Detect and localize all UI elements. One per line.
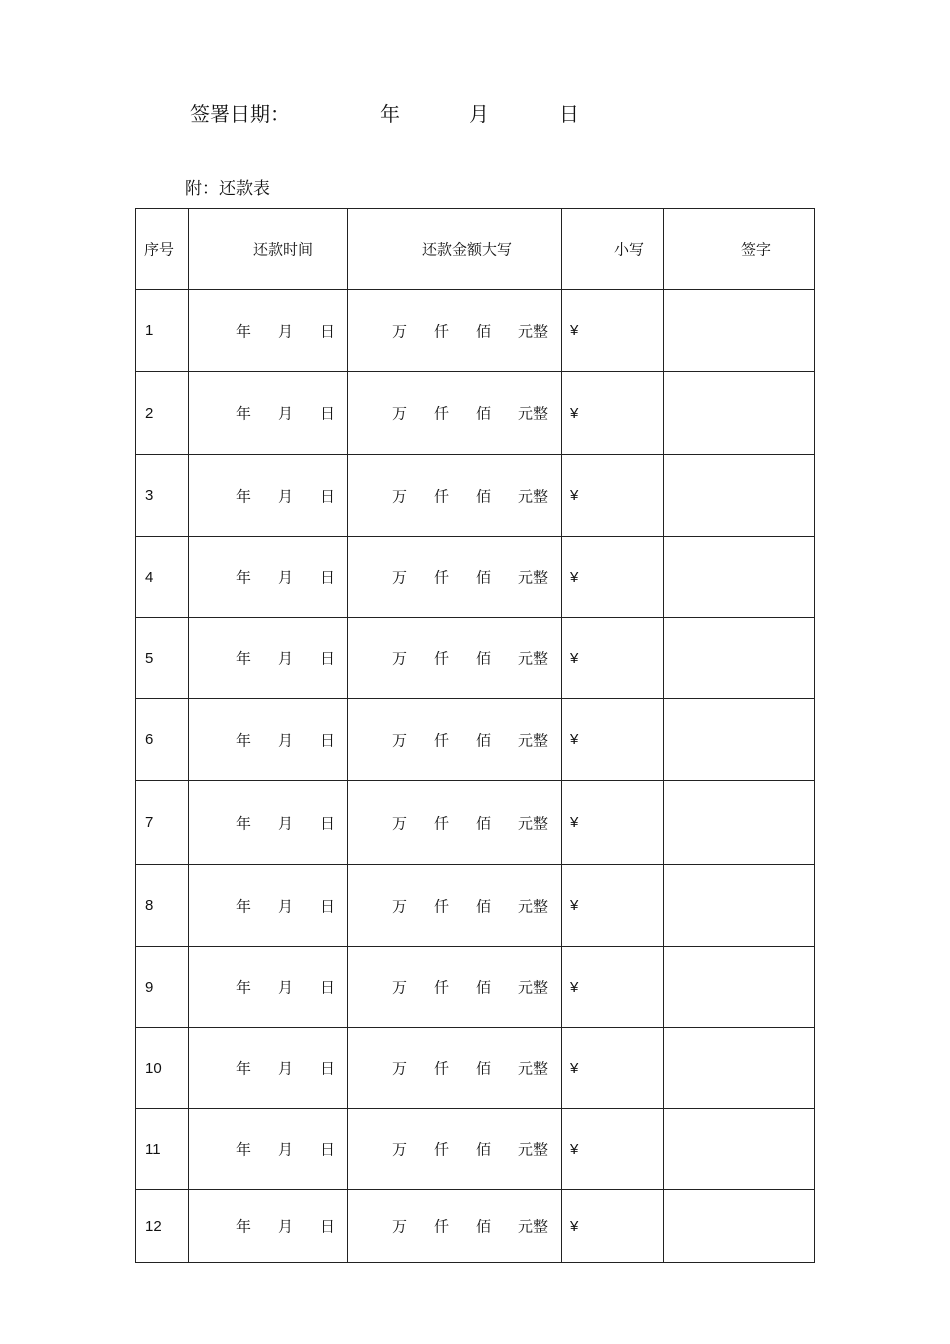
signature-cell[interactable] xyxy=(664,699,815,781)
unit-wan: 万 xyxy=(392,568,408,587)
date-year-unit: 年 xyxy=(236,568,252,587)
amount-digits-cell[interactable] xyxy=(562,781,664,865)
amount-words-cell[interactable] xyxy=(348,865,562,947)
unit-qian: 仟 xyxy=(434,568,450,587)
currency-symbol: ¥ xyxy=(570,1217,579,1235)
amount-words-cell[interactable] xyxy=(348,781,562,865)
date-month-unit: 月 xyxy=(278,1140,294,1159)
unit-wan: 万 xyxy=(392,322,408,340)
date-year-unit: 年 xyxy=(236,978,252,997)
amount-digits-cell[interactable] xyxy=(562,1190,664,1263)
row-index: 4 xyxy=(136,537,189,618)
amount-digits-cell[interactable] xyxy=(562,1109,664,1190)
unit-wan: 万 xyxy=(392,404,408,423)
date-day-unit: 日 xyxy=(320,1140,336,1159)
date-year-unit: 年 xyxy=(236,487,252,505)
unit-wan: 万 xyxy=(392,814,408,832)
amount-digits-cell[interactable] xyxy=(562,372,664,455)
date-day-unit: 日 xyxy=(320,897,336,915)
unit-wan: 万 xyxy=(392,1140,408,1159)
unit-yuan: 元整 xyxy=(518,404,549,423)
currency-symbol: ¥ xyxy=(570,1140,579,1158)
date-month-unit: 月 xyxy=(278,404,294,423)
amount-words-cell[interactable] xyxy=(348,372,562,455)
date-year-unit: 年 xyxy=(236,897,252,915)
amount-words-cell[interactable] xyxy=(348,537,562,618)
row-index: 11 xyxy=(136,1109,189,1190)
unit-bai: 佰 xyxy=(476,978,492,997)
repayment-date-cell[interactable] xyxy=(189,290,348,372)
unit-yuan: 元整 xyxy=(518,1140,549,1159)
date-year-unit: 年 xyxy=(236,731,252,749)
unit-yuan: 元整 xyxy=(518,897,549,915)
date-day-unit: 日 xyxy=(320,978,336,997)
table-row xyxy=(136,781,815,865)
currency-symbol: ¥ xyxy=(570,731,579,748)
table-row xyxy=(136,455,815,537)
repayment-date-cell[interactable] xyxy=(189,1190,348,1263)
repayment-date-cell[interactable] xyxy=(189,455,348,537)
unit-yuan: 元整 xyxy=(518,814,549,832)
row-index: 9 xyxy=(136,947,189,1028)
signature-cell[interactable] xyxy=(664,1109,815,1190)
signature-month-unit: 月 xyxy=(469,102,489,126)
amount-digits-cell[interactable] xyxy=(562,947,664,1028)
date-day-unit: 日 xyxy=(320,1217,336,1236)
currency-symbol: ¥ xyxy=(570,978,579,996)
repayment-date-cell[interactable] xyxy=(189,372,348,455)
currency-symbol: ¥ xyxy=(570,1059,579,1077)
amount-words-cell[interactable] xyxy=(348,1109,562,1190)
table-row xyxy=(136,1109,815,1190)
date-year-unit: 年 xyxy=(236,1217,252,1236)
signature-cell[interactable] xyxy=(664,1190,815,1263)
table-row xyxy=(136,865,815,947)
unit-wan: 万 xyxy=(392,731,408,749)
unit-bai: 佰 xyxy=(476,322,492,340)
unit-bai: 佰 xyxy=(476,1059,492,1078)
repayment-date-cell[interactable] xyxy=(189,781,348,865)
unit-yuan: 元整 xyxy=(518,487,549,505)
date-month-unit: 月 xyxy=(278,731,294,749)
amount-words-cell[interactable] xyxy=(348,455,562,537)
date-day-unit: 日 xyxy=(320,649,336,668)
unit-bai: 佰 xyxy=(476,897,492,915)
unit-bai: 佰 xyxy=(476,649,492,668)
row-index: 7 xyxy=(136,781,189,865)
date-year-unit: 年 xyxy=(236,322,252,340)
date-day-unit: 日 xyxy=(320,487,336,505)
amount-words-cell[interactable] xyxy=(348,1190,562,1263)
signature-cell[interactable] xyxy=(664,537,815,618)
row-index: 3 xyxy=(136,455,189,537)
date-month-unit: 月 xyxy=(278,1059,294,1078)
amount-words-cell[interactable] xyxy=(348,699,562,781)
unit-wan: 万 xyxy=(392,897,408,915)
unit-yuan: 元整 xyxy=(518,978,549,997)
unit-yuan: 元整 xyxy=(518,1059,549,1078)
date-month-unit: 月 xyxy=(278,897,294,915)
date-month-unit: 月 xyxy=(278,814,294,832)
unit-yuan: 元整 xyxy=(518,1217,549,1236)
row-index: 6 xyxy=(136,699,189,781)
unit-qian: 仟 xyxy=(434,1217,450,1236)
unit-wan: 万 xyxy=(392,487,408,505)
date-year-unit: 年 xyxy=(236,814,252,832)
header-amount-digits: 小写 xyxy=(562,209,664,290)
table-row xyxy=(136,372,815,455)
amount-words-cell[interactable] xyxy=(348,947,562,1028)
signature-cell[interactable] xyxy=(664,781,815,865)
amount-digits-cell[interactable] xyxy=(562,618,664,699)
header-index: 序号 xyxy=(136,209,189,290)
unit-qian: 仟 xyxy=(434,322,450,340)
unit-wan: 万 xyxy=(392,978,408,997)
repayment-date-cell[interactable] xyxy=(189,865,348,947)
signature-cell[interactable] xyxy=(664,618,815,699)
date-year-unit: 年 xyxy=(236,1059,252,1078)
amount-digits-cell[interactable] xyxy=(562,699,664,781)
date-year-unit: 年 xyxy=(236,649,252,668)
date-day-unit: 日 xyxy=(320,1059,336,1078)
currency-symbol: ¥ xyxy=(570,404,579,422)
date-month-unit: 月 xyxy=(278,487,294,505)
unit-yuan: 元整 xyxy=(518,322,549,340)
amount-digits-cell[interactable] xyxy=(562,290,664,372)
attachment-title: 附：还款表 xyxy=(185,179,270,199)
unit-qian: 仟 xyxy=(434,1059,450,1078)
unit-bai: 佰 xyxy=(476,814,492,832)
amount-digits-cell[interactable] xyxy=(562,537,664,618)
signature-date-label: 签署日期： xyxy=(190,102,290,126)
signature-cell[interactable] xyxy=(664,1028,815,1109)
date-day-unit: 日 xyxy=(320,568,336,587)
currency-symbol: ¥ xyxy=(570,897,579,914)
table-row xyxy=(136,1190,815,1263)
unit-qian: 仟 xyxy=(434,731,450,749)
table-row xyxy=(136,537,815,618)
amount-words-cell[interactable] xyxy=(348,290,562,372)
amount-words-cell[interactable] xyxy=(348,1028,562,1109)
date-year-unit: 年 xyxy=(236,404,252,423)
unit-qian: 仟 xyxy=(434,814,450,832)
unit-qian: 仟 xyxy=(434,1140,450,1159)
unit-bai: 佰 xyxy=(476,404,492,423)
header-signature: 签字 xyxy=(664,209,815,290)
amount-digits-cell[interactable] xyxy=(562,455,664,537)
currency-symbol: ¥ xyxy=(570,487,579,504)
amount-digits-cell[interactable] xyxy=(562,1028,664,1109)
row-index: 8 xyxy=(136,865,189,947)
unit-wan: 万 xyxy=(392,1217,408,1236)
unit-qian: 仟 xyxy=(434,897,450,915)
table-row xyxy=(136,1028,815,1109)
date-month-unit: 月 xyxy=(278,978,294,997)
signature-cell[interactable] xyxy=(664,455,815,537)
unit-qian: 仟 xyxy=(434,649,450,668)
signature-day-unit: 日 xyxy=(559,102,579,126)
unit-wan: 万 xyxy=(392,1059,408,1078)
currency-symbol: ¥ xyxy=(570,649,579,667)
row-index: 12 xyxy=(136,1190,189,1263)
table-row xyxy=(136,699,815,781)
date-day-unit: 日 xyxy=(320,404,336,423)
header-amount-words: 还款金额大写 xyxy=(348,209,562,290)
repayment-date-cell[interactable] xyxy=(189,699,348,781)
unit-yuan: 元整 xyxy=(518,568,549,587)
signature-cell[interactable] xyxy=(664,372,815,455)
row-index: 10 xyxy=(136,1028,189,1109)
amount-words-cell[interactable] xyxy=(348,618,562,699)
table-header-row xyxy=(136,209,815,290)
repayment-table xyxy=(135,208,815,1263)
header-time: 还款时间 xyxy=(189,209,348,290)
repayment-date-cell[interactable] xyxy=(189,1028,348,1109)
unit-qian: 仟 xyxy=(434,487,450,505)
date-month-unit: 月 xyxy=(278,649,294,668)
date-year-unit: 年 xyxy=(236,1140,252,1159)
table-row xyxy=(136,618,815,699)
row-index: 1 xyxy=(136,290,189,372)
currency-symbol: ¥ xyxy=(570,568,579,586)
unit-bai: 佰 xyxy=(476,1217,492,1236)
unit-wan: 万 xyxy=(392,649,408,668)
date-month-unit: 月 xyxy=(278,568,294,587)
repayment-date-cell[interactable] xyxy=(189,618,348,699)
row-index: 2 xyxy=(136,372,189,455)
date-month-unit: 月 xyxy=(278,322,294,340)
currency-symbol: ¥ xyxy=(570,814,579,831)
unit-bai: 佰 xyxy=(476,731,492,749)
unit-bai: 佰 xyxy=(476,487,492,505)
amount-digits-cell[interactable] xyxy=(562,865,664,947)
unit-qian: 仟 xyxy=(434,978,450,997)
repayment-date-cell[interactable] xyxy=(189,537,348,618)
unit-qian: 仟 xyxy=(434,404,450,423)
date-day-unit: 日 xyxy=(320,731,336,749)
unit-yuan: 元整 xyxy=(518,649,549,668)
signature-cell[interactable] xyxy=(664,947,815,1028)
unit-yuan: 元整 xyxy=(518,731,549,749)
table-row xyxy=(136,947,815,1028)
unit-bai: 佰 xyxy=(476,568,492,587)
row-index: 5 xyxy=(136,618,189,699)
date-month-unit: 月 xyxy=(278,1217,294,1236)
signature-cell[interactable] xyxy=(664,290,815,372)
repayment-date-cell[interactable] xyxy=(189,947,348,1028)
repayment-date-cell[interactable] xyxy=(189,1109,348,1190)
date-day-unit: 日 xyxy=(320,322,336,340)
signature-year-unit: 年 xyxy=(380,102,400,126)
signature-cell[interactable] xyxy=(664,865,815,947)
date-day-unit: 日 xyxy=(320,814,336,832)
table-row xyxy=(136,290,815,372)
currency-symbol: ¥ xyxy=(570,322,579,339)
unit-bai: 佰 xyxy=(476,1140,492,1159)
